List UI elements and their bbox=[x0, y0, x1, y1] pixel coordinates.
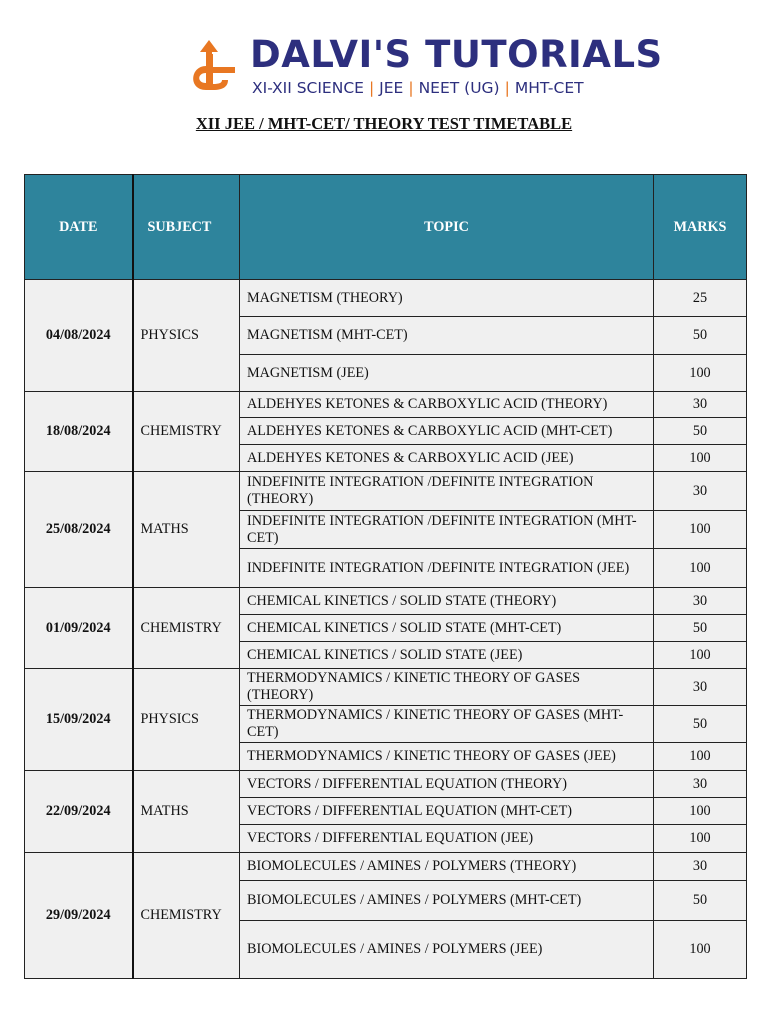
topic-cell: ALDEHYES KETONES & CARBOXYLIC ACID (MHT-CET) bbox=[240, 418, 654, 445]
tagline-separator: | bbox=[408, 79, 414, 97]
marks-cell: 30 bbox=[654, 588, 747, 615]
date-cell: 22/09/2024 bbox=[25, 771, 133, 853]
table-row bbox=[25, 472, 747, 511]
subject-cell: MATHS bbox=[133, 771, 240, 853]
date-cell: 04/08/2024 bbox=[25, 280, 133, 392]
page-title: XII JEE / MHT-CET/ THEORY TEST TIMETABLE bbox=[195, 114, 573, 133]
marks-cell: 30 bbox=[654, 392, 747, 418]
topic-cell: VECTORS / DIFFERENTIAL EQUATION (THEORY) bbox=[240, 771, 654, 798]
table-row bbox=[25, 392, 747, 418]
topic-cell: MAGNETISM (THEORY) bbox=[240, 280, 654, 317]
table-header-row bbox=[25, 175, 747, 280]
marks-cell: 50 bbox=[654, 418, 747, 445]
topic-cell: ALDEHYES KETONES & CARBOXYLIC ACID (JEE) bbox=[240, 445, 654, 472]
date-cell: 15/09/2024 bbox=[25, 669, 133, 771]
brand-tagline bbox=[252, 78, 584, 98]
marks-cell: 30 bbox=[654, 472, 747, 511]
subject-cell: PHYSICS bbox=[133, 280, 240, 392]
topic-cell: ALDEHYES KETONES & CARBOXYLIC ACID (THEORY) bbox=[240, 392, 654, 418]
date-cell: 29/09/2024 bbox=[25, 853, 133, 979]
marks-cell: 30 bbox=[654, 853, 747, 881]
tagline-item: MHT-CET bbox=[514, 79, 584, 97]
topic-cell: THERMODYNAMICS / KINETIC THEORY OF GASES (MHT-CET) bbox=[240, 706, 654, 743]
date-cell: 01/09/2024 bbox=[25, 588, 133, 669]
date-cell: 18/08/2024 bbox=[25, 392, 133, 472]
timetable bbox=[24, 174, 747, 979]
table-row bbox=[25, 853, 747, 881]
column-header-topic: TOPIC bbox=[240, 175, 654, 280]
marks-cell: 100 bbox=[654, 798, 747, 825]
table-row bbox=[25, 669, 747, 706]
table-row bbox=[25, 588, 747, 615]
table-row bbox=[25, 280, 747, 317]
table-row bbox=[25, 771, 747, 798]
marks-cell: 50 bbox=[654, 317, 747, 355]
marks-cell: 100 bbox=[654, 743, 747, 771]
marks-cell: 30 bbox=[654, 771, 747, 798]
marks-cell: 100 bbox=[654, 642, 747, 669]
topic-cell: INDEFINITE INTEGRATION /DEFINITE INTEGRATION (JEE) bbox=[240, 549, 654, 588]
subject-cell: PHYSICS bbox=[133, 669, 240, 771]
topic-cell: BIOMOLECULES / AMINES / POLYMERS (MHT-CET) bbox=[240, 881, 654, 921]
topic-cell: THERMODYNAMICS / KINETIC THEORY OF GASES (JEE) bbox=[240, 743, 654, 771]
topic-cell: VECTORS / DIFFERENTIAL EQUATION (MHT-CET) bbox=[240, 798, 654, 825]
topic-cell: VECTORS / DIFFERENTIAL EQUATION (JEE) bbox=[240, 825, 654, 853]
subject-cell: CHEMISTRY bbox=[133, 392, 240, 472]
marks-cell: 50 bbox=[654, 706, 747, 743]
marks-cell: 50 bbox=[654, 615, 747, 642]
tagline-separator: | bbox=[504, 79, 510, 97]
marks-cell: 100 bbox=[654, 355, 747, 392]
topic-cell: CHEMICAL KINETICS / SOLID STATE (THEORY) bbox=[240, 588, 654, 615]
marks-cell: 100 bbox=[654, 825, 747, 853]
marks-cell: 100 bbox=[654, 445, 747, 472]
marks-cell: 100 bbox=[654, 549, 747, 588]
marks-cell: 100 bbox=[654, 921, 747, 979]
topic-cell: THERMODYNAMICS / KINETIC THEORY OF GASES (THEORY) bbox=[240, 669, 654, 706]
column-header-subject: SUBJECT bbox=[133, 175, 240, 280]
topic-cell: CHEMICAL KINETICS / SOLID STATE (JEE) bbox=[240, 642, 654, 669]
topic-cell: MAGNETISM (MHT-CET) bbox=[240, 317, 654, 355]
tagline-item: JEE bbox=[379, 79, 404, 97]
marks-cell: 25 bbox=[654, 280, 747, 317]
topic-cell: CHEMICAL KINETICS / SOLID STATE (MHT-CET) bbox=[240, 615, 654, 642]
marks-cell: 100 bbox=[654, 511, 747, 549]
tagline-separator: | bbox=[368, 79, 375, 97]
tagline-item: NEET (UG) bbox=[418, 79, 500, 97]
dt-logo-icon bbox=[186, 40, 242, 98]
brand-name: DALVI'S TUTORIALS bbox=[250, 33, 663, 76]
column-header-date: DATE bbox=[25, 175, 133, 280]
subject-cell: MATHS bbox=[133, 472, 240, 588]
topic-cell: BIOMOLECULES / AMINES / POLYMERS (JEE) bbox=[240, 921, 654, 979]
topic-cell: INDEFINITE INTEGRATION /DEFINITE INTEGRATION (THEORY) bbox=[240, 472, 654, 511]
column-header-marks: MARKS bbox=[654, 175, 747, 280]
marks-cell: 50 bbox=[654, 881, 747, 921]
subject-cell: CHEMISTRY bbox=[133, 588, 240, 669]
topic-cell: INDEFINITE INTEGRATION /DEFINITE INTEGRATION (MHT-CET) bbox=[240, 511, 654, 549]
tagline-item: XI-XII SCIENCE bbox=[252, 79, 364, 97]
timetable-body bbox=[25, 280, 747, 979]
date-cell: 25/08/2024 bbox=[25, 472, 133, 588]
topic-cell: MAGNETISM (JEE) bbox=[240, 355, 654, 392]
marks-cell: 30 bbox=[654, 669, 747, 706]
topic-cell: BIOMOLECULES / AMINES / POLYMERS (THEORY) bbox=[240, 853, 654, 881]
subject-cell: CHEMISTRY bbox=[133, 853, 240, 979]
page-header bbox=[0, 0, 768, 110]
